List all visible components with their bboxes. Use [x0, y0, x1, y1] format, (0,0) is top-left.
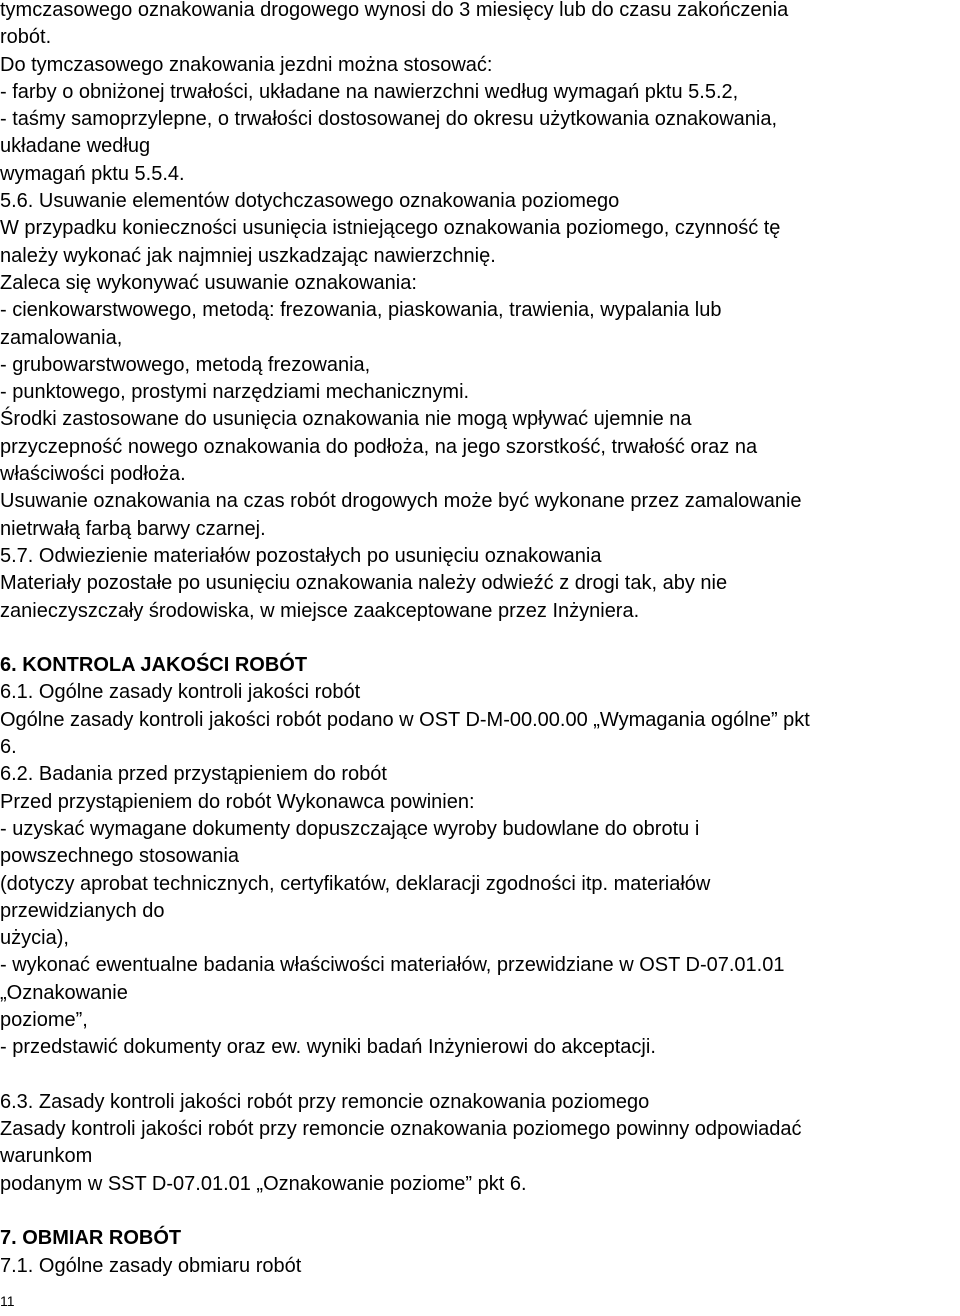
text-line: - grubowarstwowego, metodą frezowania, [0, 353, 371, 376]
text-line: - przedstawić dokumenty oraz ew. wyniki badań Inżynierowi do akceptacji. [0, 1036, 656, 1059]
text-line: Ogólne zasady kontroli jakości robót podano w OST D-M-00.00.00 „Wymagania ogólne” pkt [0, 708, 810, 731]
text-line: - uzyskać wymagane dokumenty dopuszczające wyroby budowlane do obrotu i [0, 817, 700, 840]
text-line: - taśmy samoprzylepne, o trwałości dostosowanej do okresu użytkowania oznakowania, [0, 108, 778, 131]
text-line: Do tymczasowego znakowania jezdni można stosować: [0, 53, 493, 76]
text-line: wymagań pktu 5.5.4. [0, 162, 185, 185]
page-number: 11 [0, 1293, 15, 1309]
text-line: - farby o obniżonej trwałości, układane na nawierzchni według wymagań pktu 5.5.2, [0, 80, 739, 103]
blank-line [0, 1198, 960, 1225]
text-line: Zasady kontroli jakości robót przy remoncie oznakowania poziomego powinny odpowiadać [0, 1118, 802, 1141]
text-line: robót. [0, 26, 52, 49]
text-line: Zaleca się wykonywać usuwanie oznakowania: [0, 271, 417, 294]
subsection-heading: 5.7. Odwiezienie materiałów pozostałych po usunięciu oznakowania [0, 544, 602, 567]
text-line: powszechnego stosowania [0, 845, 240, 868]
text-line: podanym w SST D-07.01.01 „Oznakowanie poziome” pkt 6. [0, 1172, 527, 1195]
text-line: Przed przystąpieniem do robót Wykonawca powinien: [0, 790, 475, 813]
text-line: poziome”, [0, 1008, 88, 1031]
text-line: - punktowego, prostymi narzędziami mechanicznymi. [0, 381, 470, 404]
text-line: zamalowania, [0, 326, 123, 349]
subsection-heading: 5.6. Usuwanie elementów dotychczasowego oznakowania poziomego [0, 190, 620, 213]
text-line: nietrwałą farbą barwy czarnej. [0, 517, 266, 540]
text-line: właściwości podłoża. [0, 463, 186, 486]
text-line: warunkom [0, 1145, 93, 1168]
text-line: użycia), [0, 927, 69, 950]
text-line: Materiały pozostałe po usunięciu oznakowania należy odwieźć z drogi tak, aby nie [0, 572, 728, 595]
text-line: tymczasowego oznakowania drogowego wynosi do 3 miesięcy lub do czasu zakończenia [0, 0, 789, 21]
text-line: Środki zastosowane do usunięcia oznakowania nie mogą wpływać ujemnie na [0, 408, 692, 431]
subsection-heading: 6.3. Zasady kontroli jakości robót przy remoncie oznakowania poziomego [0, 1090, 650, 1113]
subsection-heading: 6.1. Ogólne zasady kontroli jakości robót [0, 681, 361, 704]
text-line: W przypadku konieczności usunięcia istniejącego oznakowania poziomego, czynność tę [0, 217, 781, 240]
text-line: „Oznakowanie [0, 981, 128, 1004]
text-line: 6. [0, 736, 17, 759]
section-heading: 6. KONTROLA JAKOŚCI ROBÓT [0, 654, 308, 677]
text-line: zanieczyszczały środowiska, w miejsce zaakceptowane przez Inżyniera. [0, 599, 640, 622]
text-line: należy wykonać jak najmniej uszkadzając nawierzchnię. [0, 244, 496, 267]
text-line: (dotyczy aprobat technicznych, certyfikatów, deklaracji zgodności itp. materiałów [0, 872, 711, 895]
text-line: Usuwanie oznakowania na czas robót drogowych może być wykonane przez zamalowanie [0, 490, 802, 513]
text-line: - wykonać ewentualne badania właściwości materiałów, przewidziane w OST D-07.01.01 [0, 954, 785, 977]
subsection-heading: 6.2. Badania przed przystąpieniem do robót [0, 763, 387, 786]
text-line: przyczepność nowego oznakowania do podłoża, na jego szorstkość, trwałość oraz na [0, 435, 758, 458]
text-line: - cienkowarstwowego, metodą: frezowania, piaskowania, trawienia, wypalania lub [0, 299, 722, 322]
text-line: układane według [0, 135, 151, 158]
blank-line [0, 1062, 960, 1089]
subsection-heading: 7.1. Ogólne zasady obmiaru robót [0, 1254, 302, 1277]
text-line: przewidzianych do [0, 899, 165, 922]
section-heading: 7. OBMIAR ROBÓT [0, 1227, 182, 1250]
blank-line [0, 625, 960, 652]
